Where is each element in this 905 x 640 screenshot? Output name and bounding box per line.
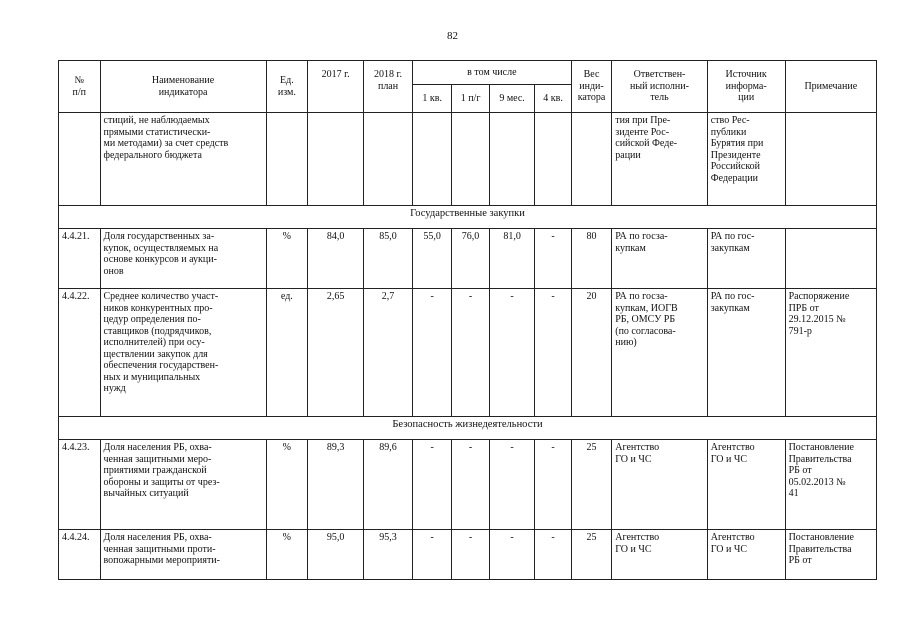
- cell-9m: 81,0: [489, 229, 535, 289]
- cell-source: РА по гос- закупкам: [707, 229, 785, 289]
- cell-2018: [364, 113, 413, 206]
- cell-q4: -: [535, 229, 571, 289]
- header-note: Примечание: [785, 61, 876, 113]
- section-row: [59, 206, 877, 229]
- cell-note: [785, 229, 876, 289]
- cell-q4: -: [535, 530, 571, 580]
- cell-name: Доля населения РБ, охва- ченная защитными меро- приятиями гражданской обороны и защиты от чрез- вычайных ситуаций: [100, 440, 266, 530]
- header-h1: 1 п/г: [452, 85, 489, 113]
- indicator-row: [59, 530, 877, 580]
- cell-2017: 2,65: [308, 289, 364, 417]
- cell-weight: 80: [571, 229, 611, 289]
- cell-source: РА по гос- закупкам: [707, 289, 785, 417]
- cell-unit: %: [266, 530, 308, 580]
- cell-9m: [489, 113, 535, 206]
- header-2017: 2017 г.: [308, 61, 364, 113]
- cell-num: 4.4.24.: [59, 530, 101, 580]
- header-2018: 2018 г. план: [364, 61, 413, 113]
- cell-weight: [571, 113, 611, 206]
- cell-responsible: РА по госза- купкам: [612, 229, 707, 289]
- section-title: Безопасность жизнедеятельности: [59, 417, 877, 440]
- cell-num: 4.4.21.: [59, 229, 101, 289]
- indicator-row: [59, 289, 877, 417]
- cell-responsible: тия при Пре- зиденте Рос- сийской Феде- рации: [612, 113, 707, 206]
- cell-name: стиций, не наблюдаемых прямыми статистически- ми методами) за счет средств федерального бюджета: [100, 113, 266, 206]
- cell-num: 4.4.22.: [59, 289, 101, 417]
- cell-2017: 89,3: [308, 440, 364, 530]
- cell-q1: -: [412, 530, 451, 580]
- cell-responsible: Агентство ГО и ЧС: [612, 440, 707, 530]
- cell-unit: ед.: [266, 289, 308, 417]
- cell-unit: %: [266, 440, 308, 530]
- cell-2017: [308, 113, 364, 206]
- cell-unit: %: [266, 229, 308, 289]
- continuation-row: [59, 113, 877, 206]
- cell-source: Агентство ГО и ЧС: [707, 530, 785, 580]
- cell-9m: -: [489, 530, 535, 580]
- header-including: в том числе: [412, 61, 571, 85]
- cell-note: Постановление Правительства РБ от: [785, 530, 876, 580]
- cell-q4: -: [535, 289, 571, 417]
- cell-2017: 84,0: [308, 229, 364, 289]
- cell-h1: 76,0: [452, 229, 489, 289]
- cell-2018: 2,7: [364, 289, 413, 417]
- cell-num: [59, 113, 101, 206]
- header-q4: 4 кв.: [535, 85, 571, 113]
- cell-h1: [452, 113, 489, 206]
- cell-q1: 55,0: [412, 229, 451, 289]
- cell-source: Агентство ГО и ЧС: [707, 440, 785, 530]
- cell-q1: -: [412, 440, 451, 530]
- cell-weight: 20: [571, 289, 611, 417]
- header-name: Наименование индикатора: [100, 61, 266, 113]
- cell-2018: 95,3: [364, 530, 413, 580]
- cell-unit: [266, 113, 308, 206]
- cell-note: Постановление Правительства РБ от 05.02.2013 № 41: [785, 440, 876, 530]
- header-unit: Ед. изм.: [266, 61, 308, 113]
- table-body: [59, 113, 877, 580]
- section-row: [59, 417, 877, 440]
- cell-name: Среднее количество участ- ников конкурентных про- цедур определения по- ставщиков (подрядчиков, исполнителей) при осу- ществлении закупок для обеспечения государствен- ных и муниципальных нужд: [100, 289, 266, 417]
- header-9m: 9 мес.: [489, 85, 535, 113]
- cell-2018: 85,0: [364, 229, 413, 289]
- indicator-row: [59, 440, 877, 530]
- cell-q4: -: [535, 440, 571, 530]
- cell-name: Доля государственных за- купок, осуществляемых на основе конкурсов и аукци- онов: [100, 229, 266, 289]
- cell-9m: -: [489, 289, 535, 417]
- header-weight: Вес инди- катора: [571, 61, 611, 113]
- cell-9m: -: [489, 440, 535, 530]
- indicators-table: [58, 60, 877, 580]
- section-title: Государственные закупки: [59, 206, 877, 229]
- page-number: 82: [447, 30, 458, 42]
- cell-h1: -: [452, 289, 489, 417]
- header-num: № п/п: [59, 61, 101, 113]
- cell-num: 4.4.23.: [59, 440, 101, 530]
- cell-h1: -: [452, 440, 489, 530]
- cell-weight: 25: [571, 530, 611, 580]
- indicator-row: [59, 229, 877, 289]
- cell-q1: [412, 113, 451, 206]
- cell-weight: 25: [571, 440, 611, 530]
- cell-note: [785, 113, 876, 206]
- cell-responsible: Агентство ГО и ЧС: [612, 530, 707, 580]
- cell-responsible: РА по госза- купкам, ИОГВ РБ, ОМСУ РБ (по согласова- нию): [612, 289, 707, 417]
- header-source: Источник информа- ции: [707, 61, 785, 113]
- cell-2017: 95,0: [308, 530, 364, 580]
- cell-2018: 89,6: [364, 440, 413, 530]
- cell-source: ство Рес- публики Бурятия при Президенте Российской Федерации: [707, 113, 785, 206]
- cell-q1: -: [412, 289, 451, 417]
- cell-name: Доля населения РБ, охва- ченная защитными проти- вопожарными мероприяти-: [100, 530, 266, 580]
- cell-q4: [535, 113, 571, 206]
- cell-h1: -: [452, 530, 489, 580]
- header-q1: 1 кв.: [412, 85, 451, 113]
- header-responsible: Ответствен- ный исполни- тель: [612, 61, 707, 113]
- cell-note: Распоряжение ПРБ от 29.12.2015 № 791-р: [785, 289, 876, 417]
